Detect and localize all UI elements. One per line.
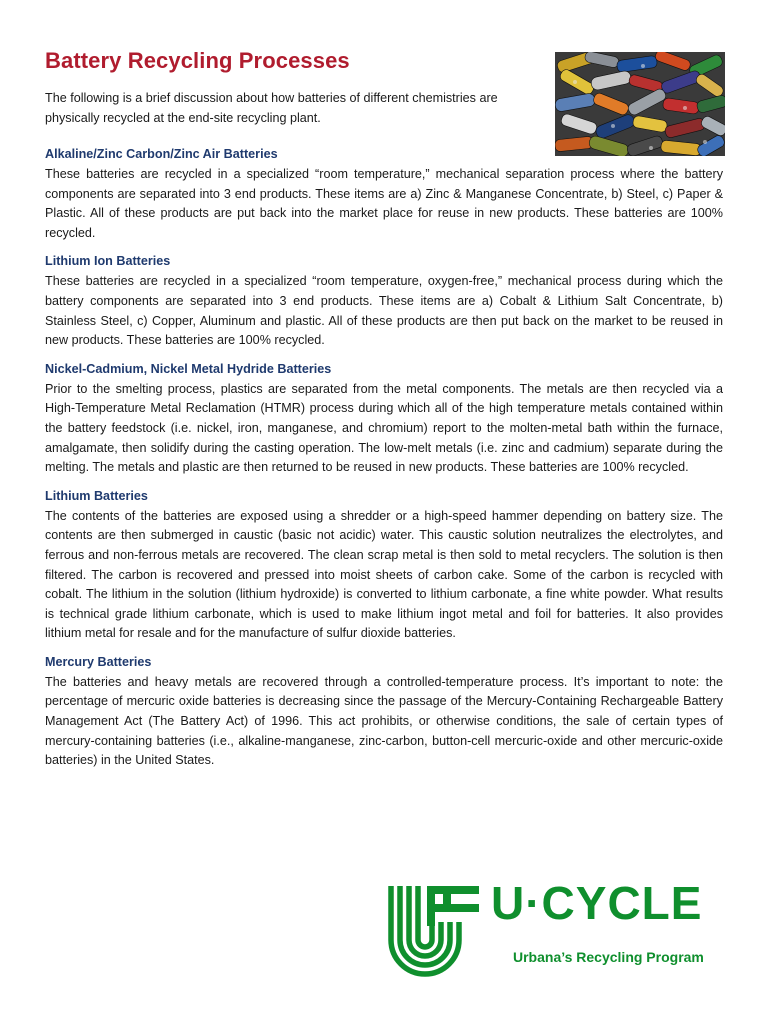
intro-paragraph: The following is a brief discussion about how batteries of different chemistries are physically recycled at the end-site recycling plant. <box>45 91 498 125</box>
batteries-photo <box>555 52 725 156</box>
u-cycle-emblem-icon <box>383 882 483 980</box>
section-lithium <box>45 487 723 644</box>
section-lithium-ion <box>45 252 723 350</box>
section-paragraph: These batteries are recycled in a specialized “room temperature, oxygen-free,” mechanical process during which the battery components are separated into 3 end products. These items are a) Cobalt & Lithium Salt Concentrate, b) Stainless Steel, c) Copper, Aluminum and plastic. All of these products are then put back on the market to be reused in new products. These batteries are 100% recycled. <box>45 274 723 348</box>
section-mercury <box>45 653 723 771</box>
section-alkaline <box>45 145 723 243</box>
section-paragraph: Prior to the smelting process, plastics are separated from the metal components. The metals are then recycled via a High-Temperature Metal Reclamation (HTMR) process during which all of the high temperature metals contained within the battery feedstock (i.e. nickel, iron, manganese, and chromium) report to the molten-metal bath within the furnace, amalgamate, then solidify during the casting operation. The low-melt metals (i.e. zinc and cadmium) separate during the melting. The metals and plastic are then returned to be reused in new products. These batteries are 100% recycled. <box>45 381 723 475</box>
section-nickel <box>45 360 723 478</box>
section-heading: Mercury Batteries <box>45 654 152 669</box>
article-body <box>45 145 723 771</box>
section-heading: Alkaline/Zinc Carbon/Zinc Air Batteries <box>45 147 278 161</box>
section-paragraph: The batteries and heavy metals are recovered through a controlled-temperature process. It’s important to note: the percentage of mercuric oxide batteries is decreasing since the passage of the Mercury-Containing Rechargeable Battery Management Act (The Battery Act) of 1996. This act prohibits, or otherwise conditions, the sale of certain types of mercury-containing batteries (i.e., alkaline-manganese, zinc-carbon, button-cell mercuric-oxide and other mercuric-oxide batteries) in the United States. <box>45 674 723 768</box>
page-title: Battery Recycling Processes <box>45 48 350 73</box>
u-cycle-logo <box>383 877 728 980</box>
logo-tagline: Urbana’s Recycling Program <box>513 949 704 965</box>
section-heading: Nickel-Cadmium, Nickel Metal Hydride Batteries <box>45 361 332 376</box>
section-paragraph: The contents of the batteries are exposed using a shredder or a high-speed hammer depending on battery size. The contents are then submerged in caustic (basic not acidic) water. This caustic solution neutralizes the electrolytes, and ferrous and non-ferrous metals are recovered. The clean scrap metal is then sold to metal recyclers. The solution is then filtered. The carbon is recovered and pressed into moist sheets of carbon cake. Some of the carbon is recycled with cobalt. The lithium in the solution (lithium hydroxide) is converted to lithium carbonate, a fine white powder. What results is technical grade lithium carbonate, which is used to make lithium ingot metal and foil for batteries. It also provides lithium metal for resale and for the manufacture of sulfur dioxide batteries. <box>45 508 723 641</box>
section-heading: Lithium Ion Batteries <box>45 254 171 269</box>
section-heading: Lithium Batteries <box>45 488 148 503</box>
logo-wordmark: U·CYCLE <box>491 877 703 929</box>
section-paragraph: These batteries are recycled in a specialized “room temperature,” mechanical separation process where the battery components are separated into 3 end products. These items are a) Zinc & Manganese Concentrate, b) Steel, c) Paper & Plastic. All of these products are put back into the market place for reuse in new products. These batteries are 100% recycled. <box>45 167 723 240</box>
